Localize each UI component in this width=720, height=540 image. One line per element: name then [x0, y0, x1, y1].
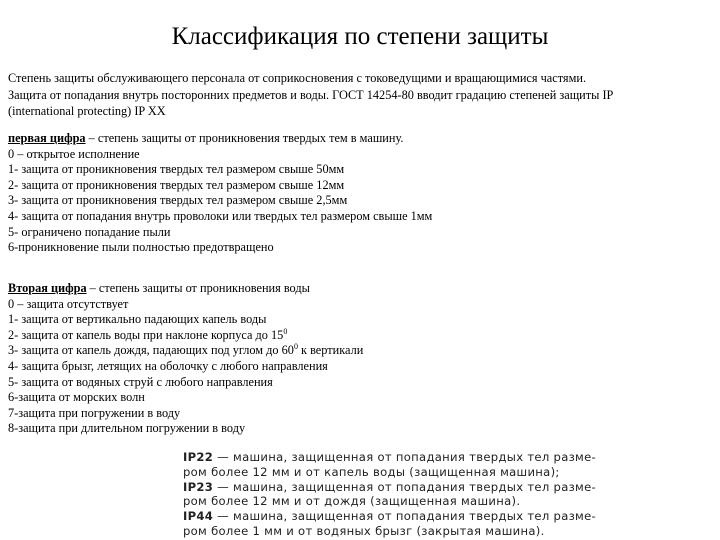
list-item: 6-проникновение пыли полностью предотвращено: [8, 240, 274, 255]
second-digit-heading-term: Вторая цифра: [8, 281, 87, 295]
second-digit-heading-text: – степень защиты от проникновения воды: [86, 281, 310, 295]
list-item: 1- защита от вертикально падающих капель воды: [8, 312, 267, 327]
page-title: Классификация по степени защиты: [171, 23, 549, 50]
intro-line: Степень защиты обслуживающего персонала от соприкосновения с токоведущими и вращающимися частями.: [8, 71, 587, 85]
list-item: 0 – защита отсутствует: [8, 296, 129, 311]
ip-example-line: ром более 1 мм и от водяных брызг (закрытая машина).: [183, 523, 545, 538]
second-digit-section: [8, 281, 708, 437]
ip-example-text: — машина, защищенная от попадания твердых тел разме-: [213, 450, 597, 464]
intro-line: Защита от попадания внутрь посторонних предметов и воды. ГОСТ 14254-80 вводит градацию степеней защиты IP: [8, 87, 614, 102]
ip-example-text: — машина, защищенная от попадания твердых тел разме-: [213, 479, 597, 494]
list-item: 7-защита при погружении в воду: [8, 405, 181, 420]
list-item: 1- защита от проникновения твердых тел размером свыше 50мм: [8, 162, 345, 177]
list-item: [8, 343, 708, 359]
ip-example-text: — машина, защищенная от попадания твердых тел разме-: [213, 509, 597, 524]
list-item: [8, 328, 708, 344]
list-item: 5- ограничено попадание пыли: [8, 224, 171, 239]
first-digit-heading: [8, 131, 708, 147]
list-item: 6-защита от морских волн: [8, 390, 145, 405]
list-item: 2- защита от проникновения твердых тел размером свыше 12мм: [8, 177, 345, 192]
list-item-text: к вертикали: [297, 343, 364, 358]
ip-example-line: ром более 12 мм и от дождя (защищенная машина).: [183, 494, 521, 509]
list-item: 4- защита от попадания внутрь проволоки или твердых тел размером свыше 1мм: [8, 208, 433, 223]
first-digit-section: [8, 131, 708, 256]
second-digit-heading: [8, 281, 708, 297]
list-item-text: 2- защита от капель воды при наклоне корпуса до 15: [8, 327, 284, 342]
list-item-text: 3- защита от капель дождя, падающих под углом до 60: [8, 343, 294, 358]
intro-paragraph: [8, 70, 708, 120]
ip-example-line: [183, 479, 597, 495]
degree-superscript: 0: [283, 326, 288, 336]
list-item: 4- защита брызг, летящих на оболочку с любого направления: [8, 358, 328, 373]
first-digit-heading-text: – степень защиты от проникновения твердых тем в машину.: [85, 131, 404, 145]
ip-example-line: [183, 509, 597, 524]
ip-code: IP23: [183, 479, 214, 494]
ip-example-line: ром более 12 мм и от капель воды (защищенная машина);: [183, 464, 560, 479]
degree-superscript: 0: [293, 342, 298, 352]
ip-examples-block: [183, 450, 597, 539]
list-item: 8-защита при длительном погружении в воду: [8, 421, 246, 436]
list-item: 3- защита от проникновения твердых тел размером свыше 2,5мм: [8, 193, 348, 208]
ip-code: IP22: [183, 450, 214, 464]
ip-code: IP44: [183, 509, 214, 524]
list-item: 5- защита от водяных струй с любого направления: [8, 374, 273, 389]
first-digit-heading-term: первая цифра: [8, 131, 86, 145]
list-item: 0 – открытое исполнение: [8, 146, 140, 161]
ip-example-line: [183, 450, 597, 465]
intro-line: (international protecting) IP XX: [8, 104, 166, 118]
